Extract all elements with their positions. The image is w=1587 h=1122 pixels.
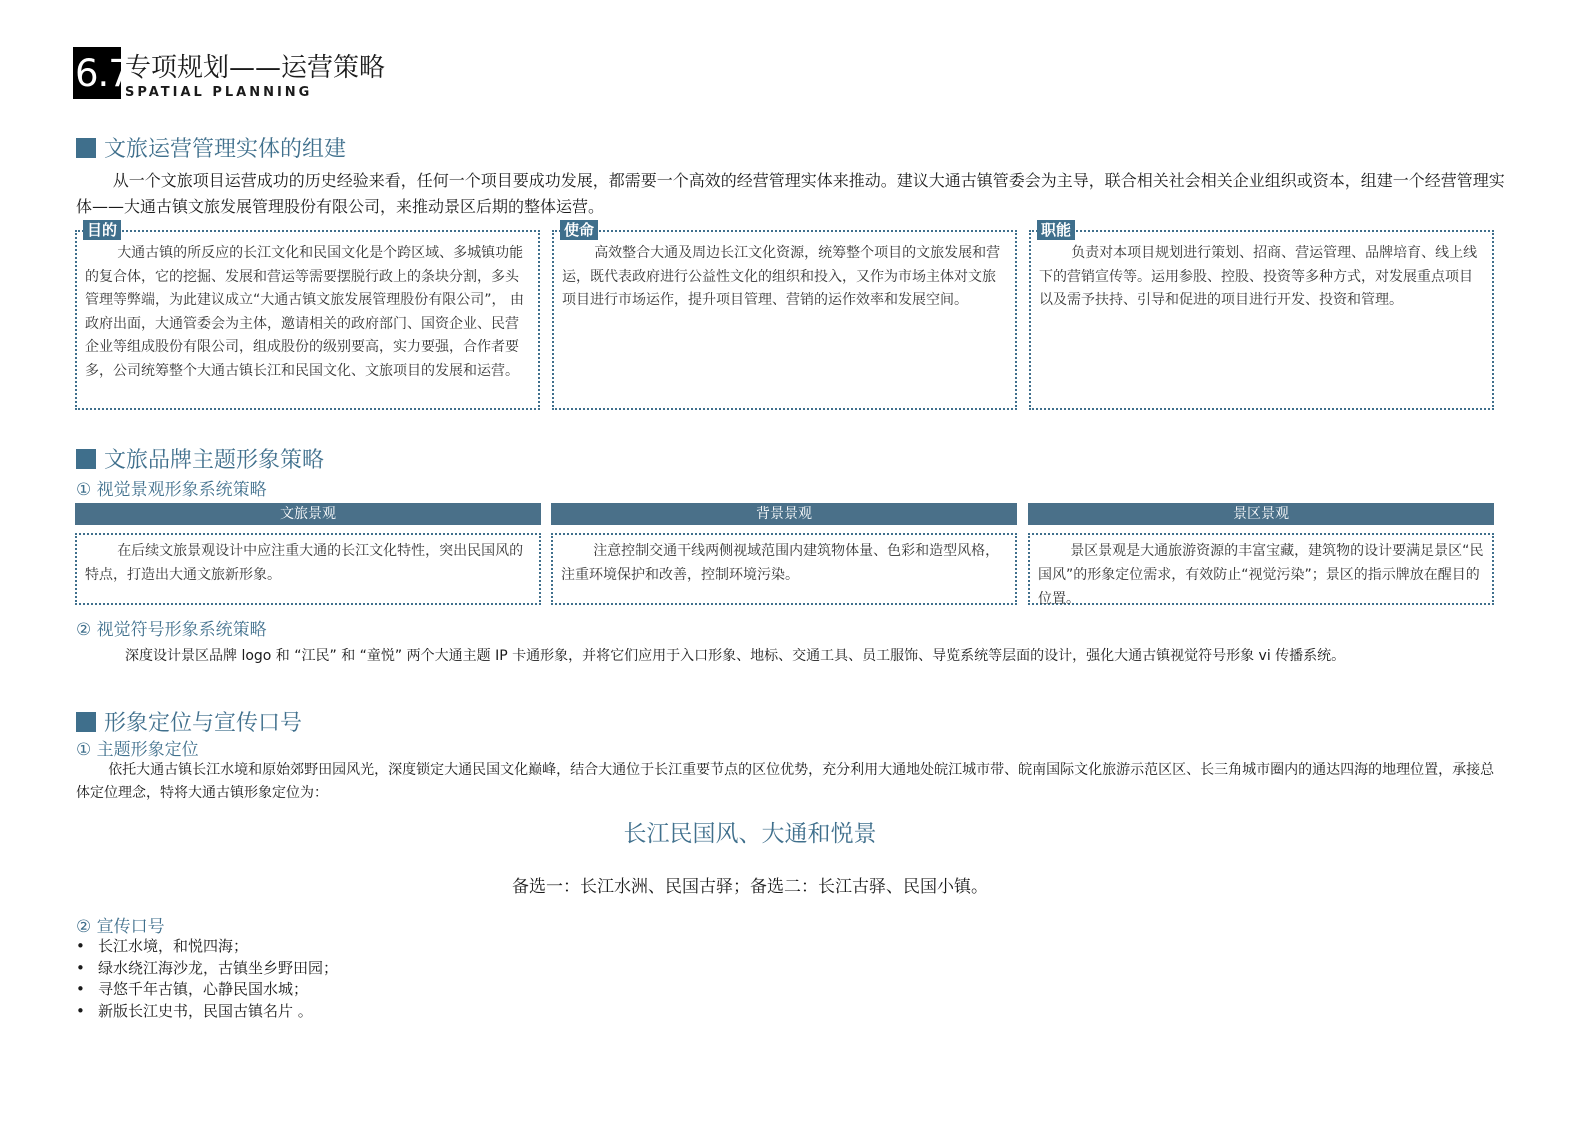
bullet-icon: •: [76, 937, 85, 955]
column-header-background: 背景景观: [551, 503, 1017, 525]
column-text-background: 注意控制交通干线两侧视域范围内建筑物体量、色彩和造型风格，注重环境保护和改善，控制环境污染。: [551, 533, 1017, 605]
list-item-text: 绿水绕江海沙龙，古镇坐乡野田园；: [98, 958, 339, 977]
bullet-icon: •: [76, 1001, 85, 1020]
function-text: 负责对本项目规划进行策划、招商、营运管理、品牌培育、线上线下的营销宣传等。运用参股、控股、投资等多种方式，对发展重点项目以及需予扶持、引导和促进的项目进行开发、投资和管理。: [1039, 245, 1478, 308]
mission-text: 高效整合大通及周边长江文化资源，统筹整个项目的文旅发展和营运，既代表政府进行公益性文化的组织和投入，又作为市场主体对文旅项目进行市场运作，提升项目管理、营销的运作效率和发展空间。: [562, 245, 1001, 308]
mission-tag: 使命: [560, 220, 598, 240]
list-item: [76, 979, 338, 1001]
function-tag: 职能: [1037, 220, 1075, 240]
function-box: [1029, 221, 1494, 410]
mission-box: [552, 221, 1017, 410]
list-item-text: 新版长江史书，民国古镇名片 。: [98, 1001, 313, 1020]
section1-intro: 从一个文旅项目运营成功的历史经验来看，任何一个项目要成功发展，都需要一个高效的经营管理实体来推动。建议大通古镇管委会为主导，联合相关社会相关企业组织或资本，组建一个经营管理实体——大通古镇文旅发展管理股份有限公司，来推动景区后期的整体运营。: [76, 171, 1505, 216]
column-header-scenic: 景区景观: [1028, 503, 1494, 525]
section-number: 6.7: [73, 47, 121, 99]
page-title: 专项规划——运营策略: [125, 53, 386, 83]
list-item: [76, 958, 338, 980]
slogan-subheading: ② 宣传口号: [76, 917, 165, 937]
list-item: [76, 1001, 338, 1023]
heading-square-icon: [76, 449, 96, 469]
section3-heading-text: 形象定位与宣传口号: [104, 711, 303, 736]
visual-symbol-text: 深度设计景区品牌 logo 和 “江民” 和 “童悦” 两个大通主题 IP 卡通形象，并将它们应用于入口形象、地标、交通工具、员工服饰、导览系统等层面的设计，强化大通古镇视觉符号形象 vi 传播系统。: [125, 648, 1346, 664]
heading-square-icon: [76, 712, 96, 732]
theme-positioning-text: 依托大通古镇长江水境和原始郊野田园风光，深度锁定大通民国文化巅峰，结合大通位于长江重要节点的区位优势，充分利用大通地处皖江城市带、皖南国际文化旅游示范区区、长三角城市圈内的通达四海的地理位置，承接总体定位理念，特将大通古镇形象定位为：: [76, 762, 1495, 801]
theme-positioning-subheading: ① 主题形象定位: [76, 740, 199, 760]
section3-heading: [76, 706, 302, 737]
list-item-text: 长江水境，和悦四海；: [98, 937, 249, 955]
visual-symbol-subheading: ② 视觉符号形象系统策略: [76, 620, 267, 640]
column-header-cultural: 文旅景观: [75, 503, 541, 525]
alternative-slogans: 备选一：长江水洲、民国古驿；备选二：长江古驿、民国小镇。: [512, 877, 988, 897]
visual-landscape-subheading: ① 视觉景观形象系统策略: [76, 480, 267, 500]
section1-heading-text: 文旅运营管理实体的组建: [104, 137, 347, 162]
list-item-text: 寻悠千年古镇，心静民国水城；: [98, 980, 309, 998]
section2-heading: [76, 443, 324, 474]
bullet-icon: •: [76, 958, 85, 977]
section1-heading: [76, 132, 346, 163]
bullet-icon: •: [76, 980, 85, 998]
slogan-list: [76, 936, 338, 1022]
purpose-box: [75, 221, 540, 410]
page-subtitle: SPATIAL PLANNING: [125, 85, 313, 100]
column-text-cultural: 在后续文旅景观设计中应注重大通的长江文化特性，突出民国风的特点，打造出大通文旅新形象。: [75, 533, 541, 605]
list-item: [76, 936, 338, 958]
column-text-scenic: 景区景观是大通旅游资源的丰富宝藏，建筑物的设计要满足景区“民国风”的形象定位需求，有效防止“视觉污染”；景区的指示牌放在醒目的位置。: [1028, 533, 1494, 605]
positioning-slogan: 长江民国风、大通和悦景: [623, 821, 877, 847]
purpose-text: 大通古镇的所反应的长江文化和民国文化是个跨区域、多城镇功能的复合体，它的挖掘、发展和营运等需要摆脱行政上的条块分割，多头管理等弊端，为此建议成立“大通古镇文旅发展管理股份有限公司”， 由政府出面，大通管委会为主体，邀请相关的政府部门、国资企业、民营企业等组成股份有限公司，组成股份的级别要高，实力要强，合作者要多，公司统筹整个大通古镇长江和民国文化、文旅项目的发展和运营。: [85, 245, 524, 379]
purpose-tag: 目的: [83, 220, 121, 240]
section2-heading-text: 文旅品牌主题形象策略: [104, 448, 325, 473]
heading-square-icon: [76, 138, 96, 158]
